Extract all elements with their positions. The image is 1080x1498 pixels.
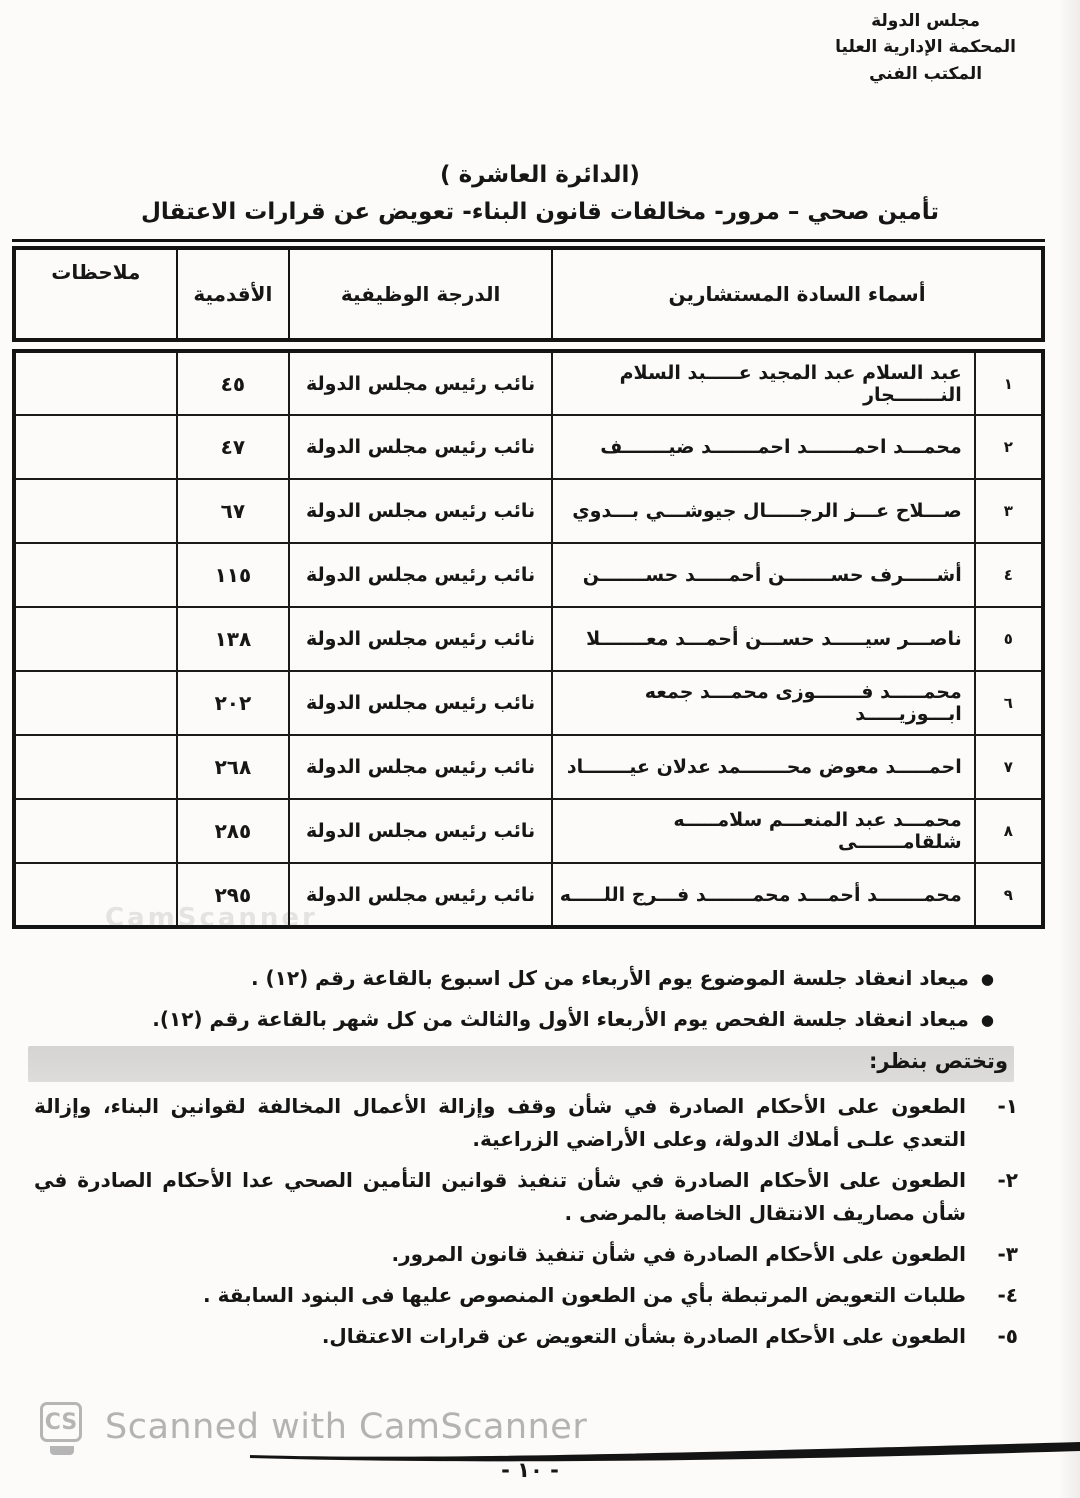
table-header bbox=[12, 246, 1045, 342]
counselor-grade: نائب رئيس مجلس الدولة bbox=[289, 735, 552, 799]
letterhead bbox=[835, 8, 1016, 87]
counselor-seniority: ١٣٨ bbox=[177, 607, 289, 671]
page-number: - ١٠ - bbox=[501, 1458, 559, 1482]
counselor-grade: نائب رئيس مجلس الدولة bbox=[289, 415, 552, 479]
item-text: طلبات التعويض المرتبطة بأي من الطعون المنصوص عليها فى البنود السابقة . bbox=[203, 1283, 966, 1307]
counselor-seniority: ٢٦٨ bbox=[177, 735, 289, 799]
session-notes bbox=[152, 966, 994, 1048]
counselor-seniority: ٤٥ bbox=[177, 351, 289, 415]
row-number: ٥ bbox=[975, 607, 1043, 671]
circuit-title: (الدائرة العاشرة ) bbox=[440, 162, 640, 188]
col-header-notes: ملاحظات bbox=[14, 248, 177, 340]
counselor-name: محمـــد عبد المنعـــم سلامـــــه شلقامـــــــى bbox=[552, 799, 975, 863]
jurisdiction-item bbox=[34, 1090, 1018, 1156]
counselor-name: ناصـــر سيـــــد حســـن أحمـــد معـــــــلا bbox=[552, 607, 975, 671]
letterhead-court: المحكمة الإدارية العليا bbox=[835, 37, 1016, 58]
table-row bbox=[14, 415, 1043, 479]
item-text: الطعون على الأحكام الصادرة في شأن تنفيذ قانون المرور. bbox=[391, 1242, 966, 1266]
camscanner-ghost-watermark: CamScanner bbox=[105, 903, 318, 933]
col-header-names: أسماء السادة المستشارين bbox=[552, 248, 1043, 340]
col-header-grade: الدرجة الوظيفية bbox=[289, 248, 552, 340]
camscanner-logo-icon: CS bbox=[40, 1402, 82, 1442]
highlight-band bbox=[28, 1046, 1014, 1082]
counselor-seniority: ٢٩٥ bbox=[177, 863, 289, 927]
counselor-name: محمـــــد فـــــــوزى محمـــد جمعه ابـــوزيـــــد bbox=[552, 671, 975, 735]
counselor-grade: نائب رئيس مجلس الدولة bbox=[289, 607, 552, 671]
bullet-icon: ● bbox=[980, 1010, 994, 1029]
counselor-seniority: ٢٨٥ bbox=[177, 799, 289, 863]
counselor-notes bbox=[14, 607, 177, 671]
table-row bbox=[14, 607, 1043, 671]
table-row bbox=[14, 671, 1043, 735]
counselor-seniority: ٦٧ bbox=[177, 479, 289, 543]
counselor-grade: نائب رئيس مجلس الدولة bbox=[289, 671, 552, 735]
counselor-notes bbox=[14, 351, 177, 415]
jurisdiction-item bbox=[34, 1320, 1018, 1353]
counselor-grade: نائب رئيس مجلس الدولة bbox=[289, 799, 552, 863]
table-row bbox=[14, 351, 1043, 415]
col-header-seniority: الأقدمية bbox=[177, 248, 289, 340]
counselor-name: أشـــــرف حســـــــن أحمـــــد حســـــــن bbox=[552, 543, 975, 607]
row-number: ٨ bbox=[975, 799, 1043, 863]
counselor-name: عبد السلام عبد المجيد عـــــبد السلام النـــــــجار bbox=[552, 351, 975, 415]
session-note-text: ميعاد انعقاد جلسة الفحص يوم الأربعاء الأول والثالث من كل شهر بالقاعة رقم (١٢). bbox=[152, 1007, 969, 1031]
item-number: ٢- bbox=[997, 1168, 1018, 1192]
counselor-notes bbox=[14, 479, 177, 543]
jurisdiction-item bbox=[34, 1164, 1018, 1230]
letterhead-office: المكتب الفني bbox=[869, 63, 983, 84]
item-number: ٤- bbox=[997, 1283, 1018, 1307]
counselor-grade: نائب رئيس مجلس الدولة bbox=[289, 479, 552, 543]
counselor-notes bbox=[14, 543, 177, 607]
counselor-grade: نائب رئيس مجلس الدولة bbox=[289, 863, 552, 927]
row-number: ٢ bbox=[975, 415, 1043, 479]
table-row bbox=[14, 479, 1043, 543]
counselor-grade: نائب رئيس مجلس الدولة bbox=[289, 351, 552, 415]
table-row bbox=[14, 799, 1043, 863]
counselor-notes bbox=[14, 671, 177, 735]
session-note-text: ميعاد انعقاد جلسة الموضوع يوم الأربعاء من كل اسبوع بالقاعة رقم (١٢) . bbox=[250, 966, 969, 990]
counselor-seniority: ٢٠٢ bbox=[177, 671, 289, 735]
table-row bbox=[14, 543, 1043, 607]
letterhead-council: مجلس الدولة bbox=[871, 11, 981, 31]
item-text: الطعون على الأحكام الصادرة في شأن تنفيذ قوانين التأمين الصحي عدا الأحكام الصادرة في شأن مصاريف الانتقال الخاصة بالمرضى . bbox=[34, 1168, 966, 1225]
table-row bbox=[14, 735, 1043, 799]
item-number: ٣- bbox=[997, 1242, 1018, 1266]
counselor-notes bbox=[14, 415, 177, 479]
counselor-name: محمـــد احمـــــــد احمـــــــد ضيـــــــف bbox=[552, 415, 975, 479]
session-note-review bbox=[152, 1007, 994, 1031]
item-number: ١- bbox=[997, 1094, 1018, 1118]
row-number: ٧ bbox=[975, 735, 1043, 799]
row-number: ٤ bbox=[975, 543, 1043, 607]
circuit-subjects: تأمين صحي – مرور- مخالفات قانون البناء- تعويض عن قرارات الاعتقال bbox=[140, 199, 940, 225]
counselors-table bbox=[12, 349, 1045, 929]
counselor-name: صـــلاح عـــز الرجـــــال جيوشـــي بـــدوي bbox=[552, 479, 975, 543]
table-top-rule bbox=[12, 239, 1045, 242]
counselor-grade: نائب رئيس مجلس الدولة bbox=[289, 543, 552, 607]
row-number: ٩ bbox=[975, 863, 1043, 927]
row-number: ١ bbox=[975, 351, 1043, 415]
bullet-icon: ● bbox=[980, 969, 994, 988]
jurisdiction-list bbox=[34, 1090, 1018, 1361]
counselor-seniority: ١١٥ bbox=[177, 543, 289, 607]
counselor-seniority: ٤٧ bbox=[177, 415, 289, 479]
item-text: الطعون على الأحكام الصادرة بشأن التعويض عن قرارات الاعتقال. bbox=[321, 1324, 966, 1348]
counselor-notes bbox=[14, 799, 177, 863]
camscanner-watermark-text: Scanned with CamScanner bbox=[105, 1407, 588, 1447]
row-number: ٣ bbox=[975, 479, 1043, 543]
item-text: الطعون على الأحكام الصادرة في شأن وقف وإزالة الأعمال المخالفة لقوانين البناء، وإزالة التعدي علـى أملاك الدولة، وعلى الأراضي الزراعية. bbox=[34, 1094, 966, 1151]
session-note-subject bbox=[152, 966, 994, 990]
jurisdiction-heading: وتختص بنظر: bbox=[869, 1049, 1008, 1073]
jurisdiction-item bbox=[34, 1279, 1018, 1312]
item-number: ٥- bbox=[997, 1324, 1018, 1348]
row-number: ٦ bbox=[975, 671, 1043, 735]
counselor-name: احمـــــد معوض محـــــــمد عدلان عيـــــــاد bbox=[552, 735, 975, 799]
counselor-name: محمـــــــد أحمـــد محمـــــــد فـــرج اللـــــه bbox=[552, 863, 975, 927]
counselor-notes bbox=[14, 735, 177, 799]
jurisdiction-item bbox=[34, 1238, 1018, 1271]
